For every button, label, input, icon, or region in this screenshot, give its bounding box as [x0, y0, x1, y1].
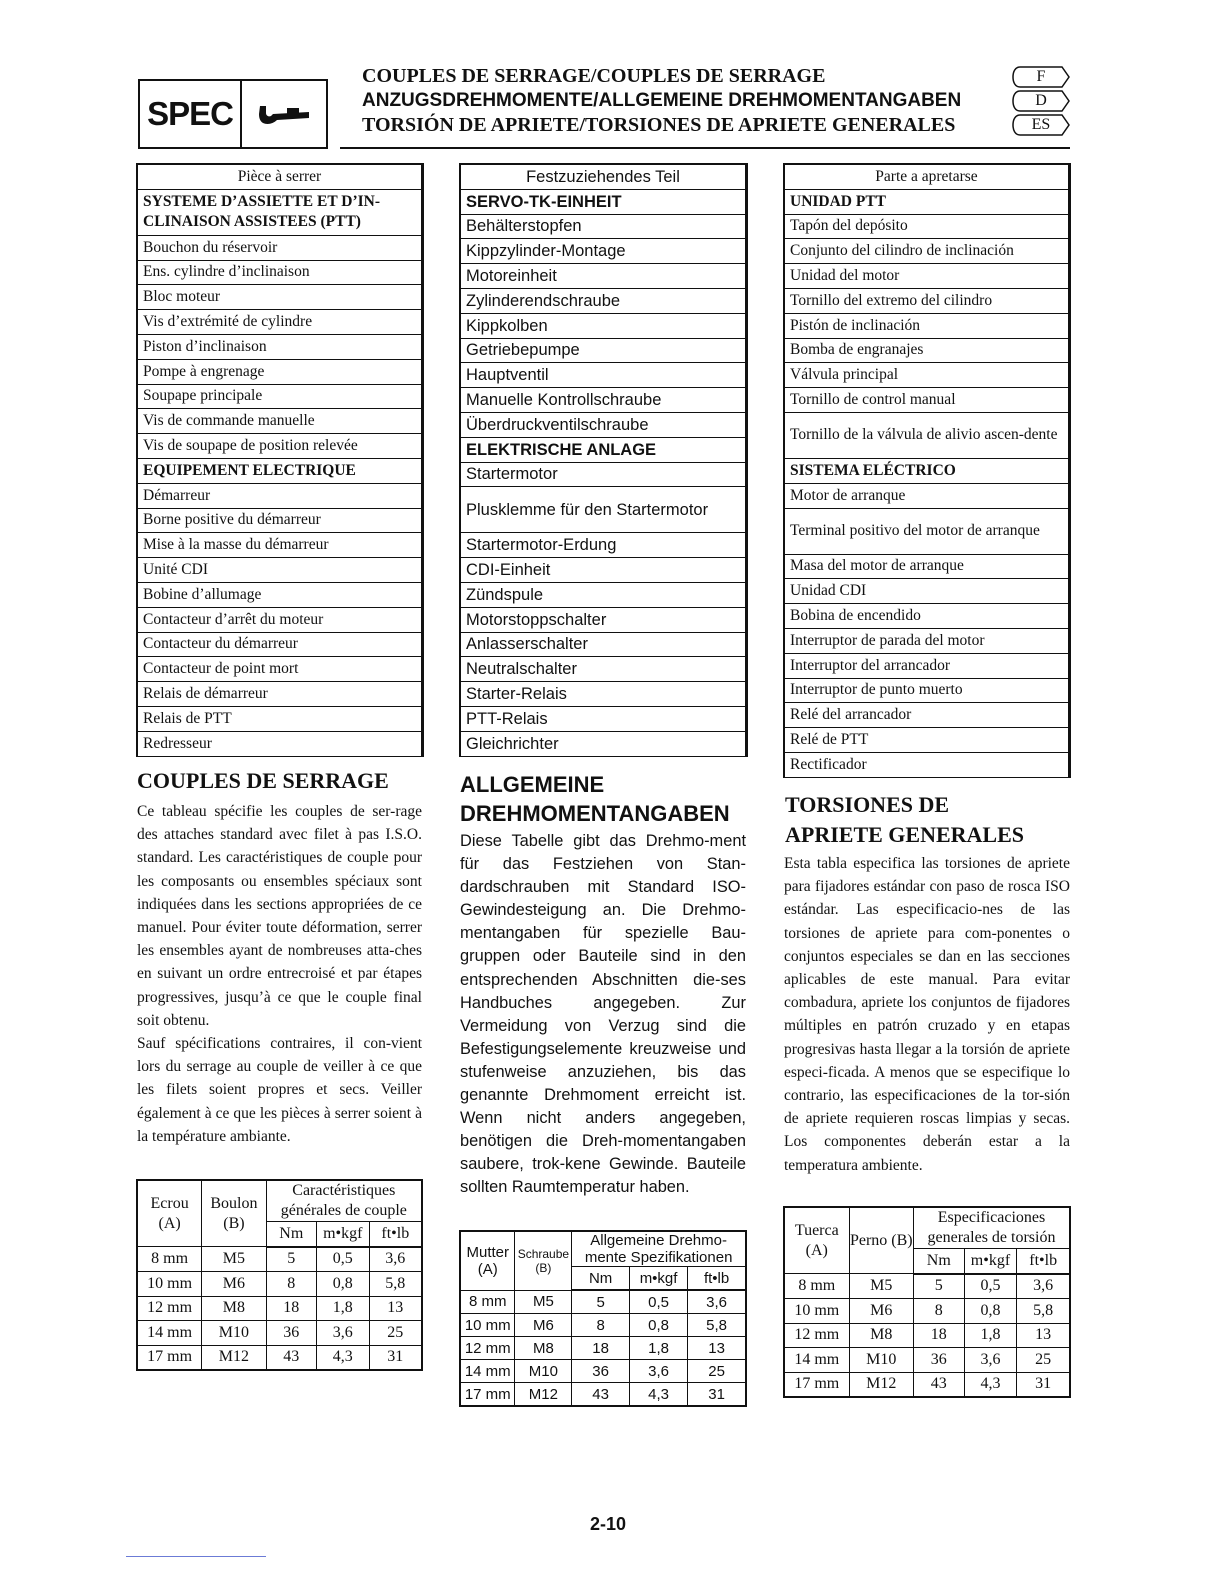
parts-row: Contacteur du démarreur	[138, 633, 421, 658]
torque-col-nut: Ecrou (A)	[137, 1180, 202, 1247]
torque-col-bolt: Boulon (B)	[202, 1180, 266, 1247]
torque-cell: M5	[849, 1274, 913, 1299]
torque-cell: M5	[515, 1290, 572, 1314]
parts-row: Zylinderendschraube	[461, 289, 745, 314]
section-text-fr-para1: Ce tableau spécifie les couples de ser-rage des attaches standard avec filet à pas I.S.O. standard. Les caractéristiques de couple pour les composants ou ensembles spéciaux sont indiquées dans les sections appropriées de ce manuel. Pour éviter toute déformation, serrer les ensembles ayant de nombreuses atta-ches en suivant un ordre entrecroisé et par étapes progressives, jusqu’à ce que le couple final soit obtenu.	[137, 803, 422, 1029]
torque-cell: 18	[572, 1337, 630, 1360]
torque-cell: 0,5	[629, 1290, 687, 1314]
torque-cell: 4,3	[629, 1383, 687, 1407]
parts-row: Piston d’inclinaison	[138, 335, 421, 360]
parts-row: Relais de PTT	[138, 707, 421, 732]
torque-cell: 12 mm	[137, 1296, 202, 1321]
parts-row: Vis d’extrémité de cylindre	[138, 310, 421, 335]
torque-cell: 3,6	[629, 1360, 687, 1383]
torque-unit: Nm	[572, 1267, 630, 1291]
torque-cell: 8 mm	[460, 1290, 515, 1314]
parts-row: Tornillo de la válvula de alivio ascen-dente	[785, 413, 1068, 459]
parts-row: CDI-Einheit	[461, 558, 745, 583]
parts-row: Manuelle Kontrollschraube	[461, 388, 745, 413]
torque-unit: ft•lb	[688, 1267, 746, 1291]
torque-col-bolt: Perno (B)	[849, 1207, 913, 1274]
torque-cell: M5	[202, 1247, 266, 1272]
torque-cell: 4,3	[964, 1372, 1017, 1397]
torque-row	[460, 1337, 746, 1360]
parts-row: Vis de soupape de position relevée	[138, 434, 421, 459]
lang-badge-fr	[1012, 66, 1070, 88]
torque-cell: M6	[202, 1272, 266, 1297]
parts-row: Motor de arranque	[785, 484, 1068, 509]
torque-col-nut: Mutter (A)	[460, 1231, 515, 1290]
torque-cell: 36	[572, 1360, 630, 1383]
torque-cell: 1,8	[964, 1323, 1017, 1348]
parts-row: Interruptor de parada del motor	[785, 629, 1068, 654]
torque-col-nut: Tuerca (A)	[784, 1207, 849, 1274]
torque-col-group: Caractéristiques générales de couple	[266, 1180, 422, 1222]
parts-row: Starter-Relais	[461, 682, 745, 707]
parts-row: Soupape principale	[138, 385, 421, 410]
parts-row: Motoreinheit	[461, 264, 745, 289]
torque-cell: 3,6	[964, 1348, 1017, 1373]
torque-cell: 5,8	[688, 1314, 746, 1337]
torque-cell: 14 mm	[784, 1348, 849, 1373]
torque-cell: 4,3	[316, 1345, 369, 1370]
torque-header-row	[784, 1207, 1070, 1249]
parts-row: Bomba de engranajes	[785, 339, 1068, 364]
torque-cell: M8	[849, 1323, 913, 1348]
torque-row	[460, 1360, 746, 1383]
parts-section-row: SISTEMA ELÉCTRICO	[785, 459, 1068, 484]
torque-cell: 25	[688, 1360, 746, 1383]
parts-row: Motorstoppschalter	[461, 608, 745, 633]
torque-cell: 36	[914, 1348, 965, 1373]
torque-cell: 14 mm	[460, 1360, 515, 1383]
parts-row: Masa del motor de arranque	[785, 555, 1068, 580]
torque-cell: M10	[515, 1360, 572, 1383]
torque-cell: 12 mm	[784, 1323, 849, 1348]
torque-cell: 0,8	[629, 1314, 687, 1337]
torque-cell: 5	[914, 1274, 965, 1299]
parts-row: Tornillo del extremo del cilindro	[785, 289, 1068, 314]
torque-row	[784, 1274, 1070, 1299]
lang-badge-es	[1012, 114, 1070, 136]
torque-row	[137, 1296, 422, 1321]
footer-link-underline	[126, 1556, 266, 1557]
torque-cell: M8	[515, 1337, 572, 1360]
torque-cell: 8 mm	[784, 1274, 849, 1299]
section-title-de	[460, 770, 730, 828]
torque-unit: m•kgf	[316, 1222, 369, 1247]
section-text-fr	[137, 800, 422, 1148]
parts-row: Contacteur de point mort	[138, 657, 421, 682]
torque-row	[784, 1372, 1070, 1397]
torque-cell: 31	[369, 1345, 422, 1370]
torque-col-group: Especificaciones generales de torsión	[914, 1207, 1071, 1249]
parts-section-row: UNIDAD PTT	[785, 190, 1068, 215]
parts-section-row: ELEKTRISCHE ANLAGE	[461, 438, 745, 463]
title-de: ANZUGSDREHMOMENTE/ALLGEMEINE DREHMOMENTANGABEN	[362, 90, 962, 111]
torque-header-row	[137, 1180, 422, 1222]
parts-row: Interruptor del arrancador	[785, 654, 1068, 679]
torque-row	[137, 1272, 422, 1297]
section-text-es: Esta tabla especifica las torsiones de apriete para fijadores estándar con paso de rosca ISO estándar. Las especificacio-nes de las torsiones de apriete para com-ponentes o conjuntos especiales se dan en las secciones aplicables de este manual. Para evitar combadura, apriete los conjuntos de fijadores múltiples en patrón cruzado y en etapas progresivas hasta llegar a la torsión de apriete especi-ficada. A menos que se especifique lo contrario, las especificaciones de la tor-sión de apriete requieren roscas limpias y secas. Los componentes deberán estar a la temperatura ambiente.	[784, 855, 1070, 1174]
section-title-de-line1: ALLGEMEINE	[460, 772, 605, 797]
torque-col-group: Allgemeine Drehmo-mente Spezifikationen	[572, 1231, 746, 1267]
torque-cell: 25	[1017, 1348, 1070, 1373]
torque-cell: M6	[515, 1314, 572, 1337]
spec-label: SPEC	[140, 81, 242, 147]
torque-unit: ft•lb	[369, 1222, 422, 1247]
torque-cell: 13	[369, 1296, 422, 1321]
torque-cell: 3,6	[369, 1247, 422, 1272]
torque-cell: 0,5	[964, 1274, 1017, 1299]
spec-logo	[138, 79, 328, 149]
lang-badge-fr-label: F	[1036, 68, 1046, 85]
lang-badge-es-label: ES	[1031, 116, 1051, 133]
parts-row: PTT-Relais	[461, 707, 745, 732]
parts-row: Hauptventil	[461, 363, 745, 388]
torque-cell: 18	[914, 1323, 965, 1348]
parts-row: Überdruckventilschraube	[461, 413, 745, 438]
torque-cell: 18	[266, 1296, 316, 1321]
parts-row: Kippzylinder-Montage	[461, 239, 745, 264]
torque-cell: 5	[572, 1290, 630, 1314]
torque-cell: 3,6	[688, 1290, 746, 1314]
parts-row: Bobina de encendido	[785, 604, 1068, 629]
torque-cell: 1,8	[316, 1296, 369, 1321]
torque-header-row	[460, 1231, 746, 1267]
torque-col-bolt: Schraube (B)	[515, 1231, 572, 1290]
torque-cell: 0,8	[316, 1272, 369, 1297]
parts-table-header: Pièce à serrer	[138, 165, 421, 190]
parts-row: Plusklemme für den Startermotor	[461, 487, 745, 533]
torque-cell: 3,6	[316, 1321, 369, 1346]
parts-table-es	[783, 163, 1071, 778]
torque-cell: 14 mm	[137, 1321, 202, 1346]
torque-cell: 0,8	[964, 1299, 1017, 1324]
section-title-de-line2: DREHMOMENTANGABEN	[460, 801, 730, 826]
parts-row: Gleichrichter	[461, 732, 745, 757]
torque-cell: 25	[369, 1321, 422, 1346]
torque-cell: 0,5	[316, 1247, 369, 1272]
parts-row: Vis de commande manuelle	[138, 409, 421, 434]
parts-table-de	[459, 163, 748, 757]
parts-row: Contacteur d’arrêt du moteur	[138, 608, 421, 633]
torque-row	[784, 1348, 1070, 1373]
torque-unit: Nm	[914, 1249, 965, 1274]
torque-wrench-icon	[242, 81, 326, 147]
parts-row: Startermotor	[461, 463, 745, 488]
parts-row: Borne positive du démarreur	[138, 509, 421, 534]
parts-row: Redresseur	[138, 732, 421, 757]
parts-row: Mise à la masse du démarreur	[138, 533, 421, 558]
parts-row: Startermotor-Erdung	[461, 533, 745, 558]
parts-row: Kippkolben	[461, 314, 745, 339]
torque-row	[784, 1299, 1070, 1324]
torque-cell: 8 mm	[137, 1247, 202, 1272]
torque-row	[137, 1247, 422, 1272]
parts-row: Tornillo de control manual	[785, 388, 1068, 413]
parts-row: Getriebepumpe	[461, 339, 745, 364]
torque-cell: 10 mm	[460, 1314, 515, 1337]
torque-cell: 17 mm	[460, 1383, 515, 1407]
torque-row	[137, 1321, 422, 1346]
torque-cell: 10 mm	[784, 1299, 849, 1324]
torque-table-fr	[136, 1179, 423, 1371]
section-text-fr-para2: Sauf spécifications contraires, il con-vient lors du serrage au couple de veiller à ce que les filets soient propres et secs. Veiller également à ce que les pièces à serrer soient à la température ambiante.	[137, 1035, 422, 1145]
torque-cell: M8	[202, 1296, 266, 1321]
parts-row: Tapón del depósito	[785, 215, 1068, 240]
torque-cell: 13	[1017, 1323, 1070, 1348]
parts-row: Bouchon du réservoir	[138, 236, 421, 261]
section-text-de: Diese Tabelle gibt das Drehmo-ment für das Festziehen von Stan-dardschrauben mit Standard ISO-Gewindesteigung an. Die Drehmo-mentangaben für spezielle Bau-gruppen oder Bauteile sind in den entsprechenden Abschnitten die-ses Handbuches angegeben. Zur Vermeidung von Verzug sind die Befestigungselemente kreuzweise und stufenweise anzuziehen, bis das genannte Drehmoment erreicht ist. Wenn nicht anders angegeben, benötigen die Dreh-momentangaben saubere, trok-kene Gewinde. Bauteile sollten Raumtemperatur haben.	[460, 832, 746, 1197]
torque-cell: 3,6	[1017, 1274, 1070, 1299]
section-title-es-line1: TORSIONES DE	[785, 792, 950, 817]
torque-row	[137, 1345, 422, 1370]
parts-row: Relé del arrancador	[785, 703, 1068, 728]
torque-cell: 43	[572, 1383, 630, 1407]
torque-cell: 1,8	[629, 1337, 687, 1360]
parts-row: Unidad del motor	[785, 264, 1068, 289]
lang-badge-de-label: D	[1035, 92, 1047, 109]
torque-cell: M10	[202, 1321, 266, 1346]
torque-cell: 12 mm	[460, 1337, 515, 1360]
torque-cell: 31	[688, 1383, 746, 1407]
torque-unit: Nm	[266, 1222, 316, 1247]
parts-row: Conjunto del cilindro de inclinación	[785, 239, 1068, 264]
torque-cell: M12	[849, 1372, 913, 1397]
torque-table-de	[459, 1230, 747, 1407]
torque-unit: ft•lb	[1017, 1249, 1070, 1274]
parts-row: Válvula principal	[785, 363, 1068, 388]
torque-cell: 17 mm	[137, 1345, 202, 1370]
parts-section-row: EQUIPEMENT ELECTRIQUE	[138, 459, 421, 484]
torque-unit: m•kgf	[629, 1267, 687, 1291]
parts-row: Unité CDI	[138, 558, 421, 583]
torque-cell: M6	[849, 1299, 913, 1324]
parts-row: Rectificador	[785, 753, 1068, 778]
parts-row: Zündspule	[461, 583, 745, 608]
parts-table-header: Parte a apretarse	[785, 165, 1068, 190]
torque-cell: 10 mm	[137, 1272, 202, 1297]
parts-row: Relé de PTT	[785, 728, 1068, 753]
torque-cell: M12	[515, 1383, 572, 1407]
parts-row: Terminal positivo del motor de arranque	[785, 509, 1068, 555]
torque-cell: 17 mm	[784, 1372, 849, 1397]
parts-row: Pistón de inclinación	[785, 314, 1068, 339]
torque-cell: 43	[914, 1372, 965, 1397]
parts-row: Pompe à engrenage	[138, 360, 421, 385]
parts-table-fr	[136, 163, 424, 757]
torque-cell: M12	[202, 1345, 266, 1370]
parts-row: Neutralschalter	[461, 657, 745, 682]
parts-row: Interruptor de punto muerto	[785, 679, 1068, 704]
torque-cell: 43	[266, 1345, 316, 1370]
torque-cell: 5,8	[1017, 1299, 1070, 1324]
parts-row: Unidad CDI	[785, 579, 1068, 604]
torque-cell: 13	[688, 1337, 746, 1360]
parts-row: Relais de démarreur	[138, 682, 421, 707]
torque-row	[460, 1290, 746, 1314]
torque-cell: 8	[914, 1299, 965, 1324]
torque-row	[460, 1314, 746, 1337]
torque-cell: 8	[572, 1314, 630, 1337]
torque-row	[460, 1383, 746, 1407]
parts-row: Anlasserschalter	[461, 633, 745, 658]
torque-table-es	[783, 1206, 1071, 1398]
parts-row: Ens. cylindre d’inclinaison	[138, 261, 421, 286]
page-number: 2-10	[590, 1514, 627, 1534]
header-rule	[340, 147, 1070, 149]
parts-section-row: SERVO-TK-EINHEIT	[461, 190, 745, 215]
torque-row	[784, 1323, 1070, 1348]
torque-cell: 8	[266, 1272, 316, 1297]
parts-row: Behälterstopfen	[461, 215, 745, 240]
section-title-es	[785, 790, 1024, 850]
lang-badge-de	[1012, 90, 1070, 112]
torque-cell: 5,8	[369, 1272, 422, 1297]
torque-cell: M10	[849, 1348, 913, 1373]
parts-row: Démarreur	[138, 484, 421, 509]
parts-row: Bloc moteur	[138, 285, 421, 310]
parts-row: Bobine d’allumage	[138, 583, 421, 608]
title-es: TORSIÓN DE APRIETE/TORSIONES DE APRIETE GENERALES	[362, 114, 956, 136]
parts-table-header: Festzuziehendes Teil	[461, 165, 745, 190]
torque-unit: m•kgf	[964, 1249, 1017, 1274]
torque-cell: 5	[266, 1247, 316, 1272]
torque-cell: 31	[1017, 1372, 1070, 1397]
section-title-fr: COUPLES DE SERRAGE	[137, 768, 389, 793]
title-fr: COUPLES DE SERRAGE/COUPLES DE SERRAGE	[362, 65, 826, 87]
torque-cell: 36	[266, 1321, 316, 1346]
parts-section-row: SYSTEME D’ASSIETTE ET D’IN-CLINAISON ASSISTEES (PTT)	[138, 190, 421, 236]
section-title-es-line2: APRIETE GENERALES	[785, 822, 1025, 847]
